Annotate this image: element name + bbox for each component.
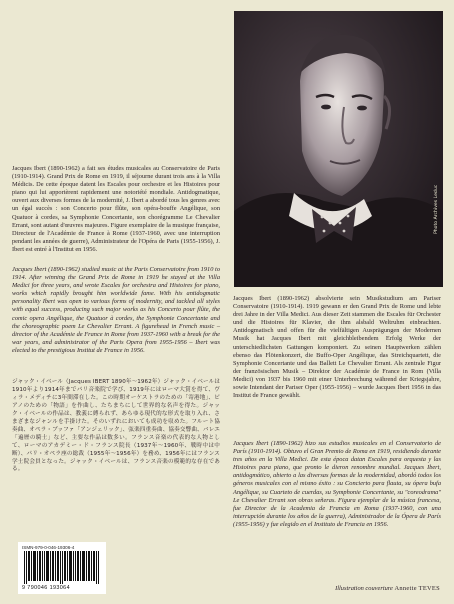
barcode-label: [18, 542, 106, 594]
german-biography: [233, 295, 441, 400]
english-paragraph: Jacques Ibert (1890-1962) studied music at the Paris Conservatoire from 1910 to 1914. After winning the Grand Prix de Rome in 1919 he stayed at the Villa Medici for three years, and wrote Escales for orchestra and Histoires for piano, works which rapidly brought him worldwide fame. With his antidogmatic personality Ibert was open to various forms of modernity, and tackled all styles with equal success, producing such major works as his Concerto pour flûte, the comic opera Angélique, the Quatuor à cordes, the Symphonie Concertante and the choreographic poem Le Chevalier Errant. A figurehead in French music – director of the Académie de France in Rome from 1937-1960 with a break for the war years, and administrator of the Paris Opera from 1955-1956 – Ibert was elected to the prestigious Institut de France in 1956.: [12, 266, 220, 354]
portrait-illustration: [234, 11, 443, 287]
illustration-artist: Annette TEVES: [394, 585, 440, 592]
spanish-biography: [233, 440, 441, 529]
spanish-paragraph: Jacques Ibert (1890-1962) hizo sus estudios musicales en el Conservatorio de París (1910-1914). Obtuvo el Gran Premio de Roma en 1919, residiendo durante tres años en la Villa Medici. De esta época datan Escales para orquesta y las Histoires para piano, que pronto le dieron renombre mundial. Jacques Ibert, antidogmático, abierto a las diversas formas de la modernidad, abordó todos los géneros musicales con el mismo éxito : su Concierto para flauta, su ópera bufa Angélique, su Cuarteto de cuerdas, su Symphonie Concertante, su "coreodrama" Le Chevalier Errant son obras señeras. Figura ejemplar de la música francesa, fue Director de la Academia de Francia en Roma (1937-1960, con una interrupción durante los años de la guerra), Administrador de la Ópera de París (1955-1956) y fue elegido en el Instituto de Francia en 1956.: [233, 440, 441, 528]
barcode-digits: 9 790046 193064: [22, 585, 70, 591]
english-biography: [12, 266, 220, 355]
french-biography: [12, 165, 220, 254]
barcode-graphic: [24, 551, 100, 584]
japanese-paragraph: ジャック・イベール（Jacques IBERT 1890年～1962年）ジャック・イベールは1910年より1914年までパリ音楽院で学び、1919年にはローマ大賞を得て、ヴィラ・メディチに3年間滞在した。この時期オーケストラのための「寄港地」、ピアノのための「物語」を作曲し、たちまちにして世界的な名声を得た。ジャック・イベールの作品は、教義に縛られず、あらゆる現代的な形式を取り入れ、さまざまなジャンルを手掛けた。そのいずれにおいても成功を収めた。フルート協奏曲、オペラ・ブッファ「アンジェリック」、弦楽四重奏曲、協奏交響曲、バレエ「遍歴の騎士」など、主要な作品は数多い。フランス音楽の代表的な人物として、ローマのアカデミー・ド・フランス院長（1937年～1960年、戦時中は中断）、パリ・オペラ座の総裁（1955年～1956年）を務め、1956年にはフランス学士院会員となった。ジャック・イベールは、フランス音楽の模範的な存在である。: [12, 379, 220, 473]
ismn-number: ISMN-979-0-046-19306-4: [22, 545, 75, 550]
composer-portrait-photo: [234, 11, 443, 287]
french-paragraph: Jacques Ibert (1890-1962) a fait ses études musicales au Conservatoire de Paris (1910-1914). Grand Prix de Rome en 1919, il séjourne durant trois ans à la Villa Médicis. De cette époque datent les Escales pour orchestre et les Histoires pour piano qui lui apportèrent rapidement une notoriété mondiale. Antidogmatique, ouvert aux diverses formes de la modernité, J. Ibert a abordé tous les genres avec un égal succès : son Concerto pour flûte, son opéra-bouffe Angélique, son Quatuor à cordes, sa Symphonie Concertante, son chorégramme Le Chevalier Errant, sont autant d'œuvres majeures. Figure exemplaire de la musique française, Directeur de l'Académie de France à Rome (1937-1960, avec une interruption pendant les années de guerre), Administrateur de l'Opéra de Paris (1955-1956), J. Ibert est entré à l'Institut en 1956.: [12, 165, 220, 253]
german-paragraph: Jacques Ibert (1890-1962) absolvierte sein Musikstudium am Pariser Conservatoire (1910-1914). 1919 gewann er den Grand Prix de Rome und lebte drei Jahre in der Villa Medici. Aus dieser Zeit stammen die Escales für Orchester und die Histoires für Klavier, die ihm alsbald Weltruhm einbrachten. Antidogmatisch und offen für die vielfältigen Ausprägungen der Modernen Musik hat Jacques Ibert mit gleichbleibendem Erfolg Werke der unterschiedlichsten Gattungen komponiert. Zu seinen Hauptwerken zählen ebenso das Flötenkonzert, die Buffo-Oper Angélique, das Streichquartett, die Symphonie Concertante und das Ballett Le Chevalier Errant. Als zentrale Figur der französischen Musik – Direktor der Académie de France in Rom (Villa Medici) von 1937 bis 1960 mit einer Unterbrechung während der Kriegsjahre, sowie Intendant der Pariser Oper (1955-1956) – wurde Jacques Ibert 1956 in das Institut de France gewählt.: [233, 295, 441, 400]
cover-illustration-credit: [300, 585, 440, 592]
photo-credit: Photo Archives Leduc: [434, 184, 439, 234]
illustration-prefix: Illustration couverture: [335, 585, 393, 592]
japanese-biography: [12, 379, 220, 474]
